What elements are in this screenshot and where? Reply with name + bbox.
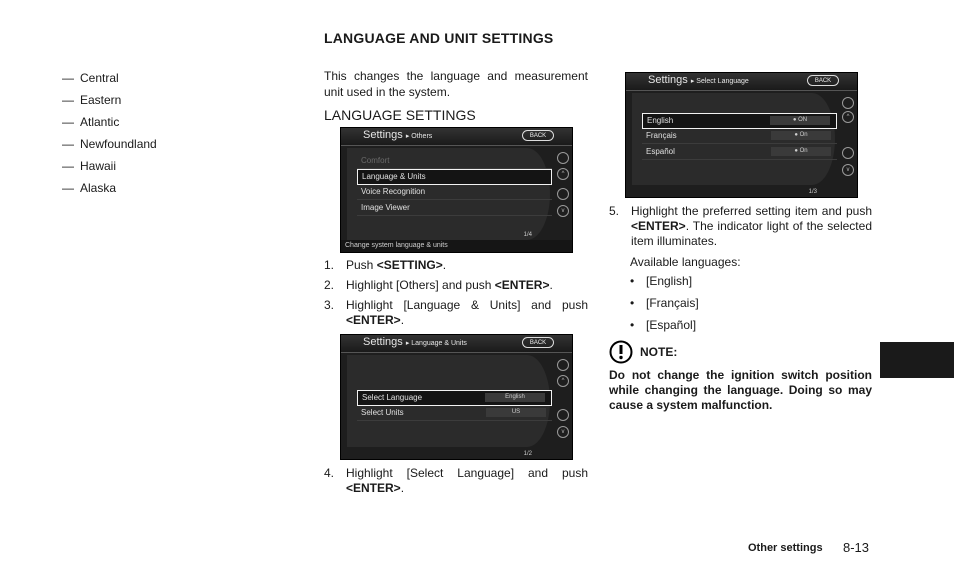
back-button: BACK [522,130,554,141]
page-heading: LANGUAGE AND UNIT SETTINGS [324,30,554,46]
step-item: 5. Highlight the preferred setting item and push <ENTER>. The indicator light of the selected item illuminates. [609,204,872,248]
chevron-down-icon: v [842,164,854,176]
scroll-icon [842,147,854,159]
warning-icon [609,340,633,364]
page-indicator: 1/3 [808,189,817,195]
list-item: — Alaska [62,181,117,195]
menu-row-highlighted: Select Language English [357,390,552,406]
step-item: 3. Highlight [Language & Units] and push <ENTER>. [324,298,588,327]
step-item: 2. Highlight [Others] and push <ENTER>. [324,278,553,292]
chevron-up-icon: ^ [842,111,854,123]
menu-row-highlighted: Language & Units [357,169,552,185]
page-number: 8-13 [843,540,870,555]
status-bar: Change system language & units [341,240,572,252]
available-languages-label: Available languages: [630,255,741,269]
chevron-down-icon: v [557,426,569,438]
list-item: — Eastern [62,93,122,107]
page-indicator: 1/2 [523,451,532,457]
list-item: • [English] [630,274,693,288]
note-label: NOTE: [640,345,678,359]
steps-list-3 [609,204,872,249]
scroll-icon [557,188,569,200]
steps-list-1 [324,258,588,328]
step-item: 1. Push <SETTING>. [324,258,447,272]
list-item: • [Español] [630,318,697,332]
screenshot-others-menu: Settings ▸ Others BACK Comfort Language & Units Voice Recognition Image Viewer ^ v 1/4 Change system language & units [340,127,573,253]
note-body: Do not change the ignition switch position while changing the language. Doing so may cause a system malfunction. [609,368,872,412]
steps-list-2 [324,466,588,496]
screenshot-language-units: Settings ▸ Language & Units BACK Select Language English Select Units US ^ v 1/2 [340,334,573,460]
list-item: — Hawaii [62,159,117,173]
page-indicator: 1/4 [523,232,532,238]
screen-title: Settings [648,74,688,86]
scroll-icon [557,409,569,421]
scroll-icon [557,152,569,164]
menu-row: Français ● On [642,129,837,144]
footer-section-title: Other settings [748,542,823,554]
menu-row: Image Viewer [357,201,552,216]
menu-row: Comfort [357,154,552,169]
section-tab-marker [880,342,954,378]
screenshot-select-language: Settings ▸ Select Language BACK English ● ON Français ● On Español ● On ^ v 1/3 [625,72,858,198]
menu-row: Select Units US [357,406,552,421]
menu-row: Voice Recognition [357,185,552,200]
list-item: — Newfoundland [62,137,157,151]
intro-paragraph: This changes the language and measurement unit used in the system. [324,69,588,99]
chevron-up-icon: ^ [557,375,569,387]
list-item: — Central [62,71,119,85]
scroll-icon [557,359,569,371]
screen-title: Settings [363,336,403,348]
chevron-down-icon: v [557,205,569,217]
chevron-up-icon: ^ [557,168,569,180]
time-zone-list [62,70,157,202]
screen-title: Settings [363,129,403,141]
back-button: BACK [807,75,839,86]
list-item: • [Français] [630,296,699,310]
language-list [630,274,699,340]
section-subheading: LANGUAGE SETTINGS [324,107,476,123]
scroll-icon [842,97,854,109]
back-button: BACK [522,337,554,348]
menu-row-highlighted: English ● ON [642,113,837,129]
menu-row: Español ● On [642,145,837,160]
step-item: 4. Highlight [Select Language] and push <ENTER>. [324,466,588,495]
list-item: — Atlantic [62,115,120,129]
